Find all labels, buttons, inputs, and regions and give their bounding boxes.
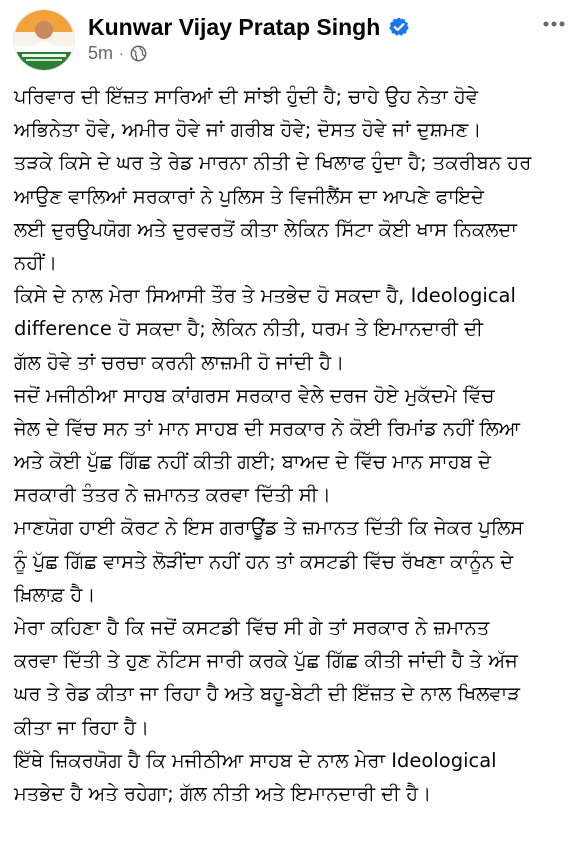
meta-separator: · bbox=[119, 45, 124, 61]
post-line: ਜਦੋਂ ਮਜੀਠੀਆ ਸਾਹਬ ਕਾਂਗਰਸ ਸਰਕਾਰ ਵੇਲੇ ਦਰਜ ਹੋਏ ਮੁਕੱਦਮੇ ਵਿੱਚ bbox=[14, 383, 495, 407]
author-name[interactable]: Kunwar Vijay Pratap Singh bbox=[88, 13, 381, 40]
post-line: ਪਰਿਵਾਰ ਦੀ ਇੱਜ਼ਤ ਸਾਰਿਆਂ ਦੀ ਸਾਂਝੀ ਹੁੰਦੀ ਹੈ; ਚਾਹੇ ਉਹ ਨੇਤਾ ਹੋਵੇ bbox=[14, 85, 479, 108]
post-line: ਇੱਥੇ ਜ਼ਿਕਰਯੋਗ ਹੈ ਕਿ ਮਜੀਠੀਆ ਸਾਹਬ ਦੇ ਨਾਲ ਮੇਰਾ Ideological bbox=[14, 748, 497, 772]
post-line: ਨੂੰ ਪੁੱਛ ਗਿੱਛ ਵਾਸਤੇ ਲੋੜੀਂਦਾ ਨਹੀਂ ਹਨ ਤਾਂ ਕਸਟਡੀ ਵਿੱਚ ਰੱਖਣਾ ਕਾਨੂੰਨ ਦੇ bbox=[14, 549, 514, 573]
post-line: ਅਭਿਨੇਤਾ ਹੋਵੇ, ਅਮੀਰ ਹੋਵੇ ਜਾਂ ਗਰੀਬ ਹੋਵੇ; ਦੋਸਤ ਹੋਵੇ ਜਾਂ ਦੁਸ਼ਮਣ। bbox=[14, 118, 482, 142]
verified-badge-icon bbox=[388, 16, 410, 38]
post-line: ਅਤੇ ਕੋਈ ਪੁੱਛ ਗਿੱਛ ਨਹੀਂ ਕੀਤੀ ਗਈ; ਬਾਅਦ ਦੇ ਵਿੱਚ ਮਾਨ ਸਾਹਬ ਦੇ bbox=[14, 450, 491, 474]
post-paragraph bbox=[14, 146, 580, 279]
post-line: ਕੀਤਾ ਜਾ ਰਿਹਾ ਹੈ। bbox=[14, 715, 150, 739]
post-line: ਮਤਭੇਦ ਹੈ ਅਤੇ ਰਹੇਗਾ; ਗੱਲ ਨੀਤੀ ਅਤੇ ਇਮਾਨਦਾਰੀ ਦੀ ਹੈ। bbox=[14, 781, 432, 805]
author-avatar[interactable] bbox=[14, 10, 74, 70]
post-paragraph bbox=[14, 379, 580, 512]
post-line: ਘਰ ਤੇ ਰੇਡ ਕੀਤਾ ਜਾ ਰਿਹਾ ਹੈ ਅਤੇ ਬਹੂ-ਬੇਟੀ ਦੀ ਇੱਜ਼ਤ ਦੇ ਨਾਲ ਖਿਲਵਾੜ bbox=[14, 682, 520, 706]
post-line: ਕਰਵਾ ਦਿੱਤੀ ਤੇ ਹੁਣ ਨੋਟਿਸ ਜਾਰੀ ਕਰਕੇ ਪੁੱਛ ਗਿੱਛ ਕੀਤੀ ਜਾਂਦੀ ਹੈ ਤੇ ਅੱਜ bbox=[14, 649, 518, 673]
post-line: ਲਈ ਦੁਰਉਪਯੋਗ ਅਤੇ ਦੁਰਵਰਤੋਂ ਕੀਤਾ ਲੇਕਿਨ ਸਿੱਟਾ ਕੋਈ ਖਾਸ ਨਿਕਲਦਾ bbox=[14, 217, 517, 241]
post-line: ਜੇਲ ਦੇ ਵਿੱਚ ਸਨ ਤਾਂ ਮਾਨ ਸਾਹਬ ਦੀ ਸਰਕਾਰ ਨੇ ਕੋਈ ਰਿਮਾਂਡ ਨਹੀਂ ਲਿਆ bbox=[14, 416, 521, 440]
post-line: ਮੇਰਾ ਕਹਿਣਾ ਹੈ ਕਿ ਜਦੋਂ ਕਸਟਡੀ ਵਿੱਚ ਸੀ ਗੇ ਤਾਂ ਸਰਕਾਰ ਨੇ ਜ਼ਮਾਨਤ bbox=[14, 616, 490, 639]
avatar-image bbox=[14, 10, 74, 70]
post-paragraph bbox=[14, 744, 580, 810]
post-line: ਆਉਣ ਵਾਲਿਆਂ ਸਰਕਾਰਾਂ ਨੇ ਪੁਲਿਸ ਤੇ ਵਿਜੀਲੈਂਸ ਦਾ ਆਪਣੇ ਫਾਇਦੇ bbox=[14, 184, 484, 208]
post-body bbox=[14, 80, 580, 810]
post-line: difference ਹੋ ਸਕਦਾ ਹੈ; ਲੇਕਿਨ ਨੀਤੀ, ਧਰਮ ਤੇ ਇਮਾਨਦਾਰੀ ਦੀ bbox=[14, 317, 483, 341]
post-line: ਮਾਣਯੋਗ ਹਾਈ ਕੋਰਟ ਨੇ ਇਸ ਗਰਾਊਂਡ ਤੇ ਜ਼ਮਾਨਤ ਦਿੱਤੀ ਕਿ ਜੇਕਰ ਪੁਲਿਸ bbox=[14, 516, 524, 540]
post-line: ਤੜਕੇ ਕਿਸੇ ਦੇ ਘਰ ਤੇ ਰੇਡ ਮਾਰਨਾ ਨੀਤੀ ਦੇ ਖਿਲਾਫ ਹੁੰਦਾ ਹੈ; ਤਕਰੀਬਨ ਹਰ bbox=[14, 151, 532, 175]
post-paragraph bbox=[14, 511, 580, 611]
post-line: ਸਰਕਾਰੀ ਤੰਤਰ ਨੇ ਜ਼ਮਾਨਤ ਕਰਵਾ ਦਿੱਤੀ ਸੀ। bbox=[14, 483, 331, 507]
post-paragraph bbox=[14, 80, 580, 146]
post-line: ਗੱਲ ਹੋਵੇ ਤਾਂ ਚਰਚਾ ਕਰਨੀ ਲਾਜ਼ਮੀ ਹੋ ਜਾਂਦੀ ਹੈ। bbox=[14, 350, 345, 374]
post-timestamp[interactable]: 5m bbox=[88, 42, 114, 63]
post-meta bbox=[88, 42, 147, 64]
author-row bbox=[88, 11, 410, 43]
post-header bbox=[0, 0, 585, 80]
post-paragraph bbox=[14, 279, 580, 379]
more-options-icon[interactable] bbox=[534, 8, 574, 40]
post-paragraph bbox=[14, 611, 580, 744]
globe-icon[interactable] bbox=[130, 45, 147, 62]
post-line: ਖ਼ਿਲਾਫ਼ ਹੈ। bbox=[14, 582, 96, 606]
post-line: ਨਹੀਂ। bbox=[14, 250, 58, 274]
post-line: ਕਿਸੇ ਦੇ ਨਾਲ ਮੇਰਾ ਸਿਆਸੀ ਤੌਰ ਤੇ ਮਤਭੇਦ ਹੋ ਸਕਦਾ ਹੈ, Ideological bbox=[14, 284, 516, 308]
